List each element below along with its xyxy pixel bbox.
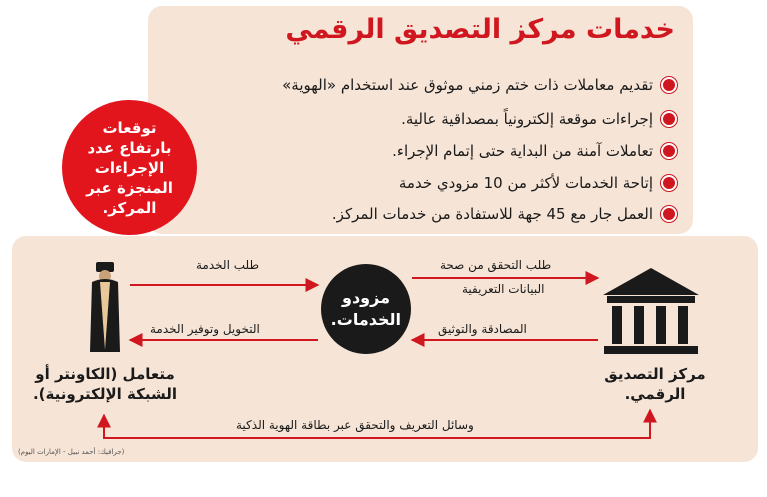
- bullet-text: إجراءات موقعة إلكترونياً بمصداقية عالية.: [401, 110, 653, 128]
- bullet-text: تقديم معاملات ذات ختم زمني موثوق عند استخدام «الهوية»: [282, 76, 653, 94]
- center-building-label: مركز التصديق الرقمي.: [604, 365, 706, 403]
- customer-figure-icon: [90, 262, 120, 352]
- bullet-text: تعاملات آمنة من البداية حتى إتمام الإجراء.: [392, 142, 653, 160]
- customer-label: متعامل (الكاونتر أو الشبكة الإلكترونية).: [32, 365, 178, 403]
- bullet-text: العمل جار مع 45 جهة للاستفادة من خدمات المركز.: [331, 205, 653, 223]
- verify-request-label-1: طلب التحقق من صحة: [440, 258, 552, 272]
- authentication-label: المصادقة والتوثيق: [438, 322, 527, 336]
- service-delivery-label: التخويل وتوفير الخدمة: [150, 322, 260, 336]
- credit-text: (جرافيك: أحمد نبيل - الإمارات اليوم): [18, 448, 125, 456]
- expectations-text: توقعات بارتفاع عدد الإجراءات المنجزة عبر المركز.: [86, 118, 173, 217]
- id-methods-label: وسائل التعريف والتحقق عبر بطاقة الهوية الذكية: [236, 418, 474, 432]
- service-request-label: طلب الخدمة: [196, 258, 260, 272]
- bank-building-icon: [603, 268, 699, 354]
- service-providers-label: مزودو الخدمات.: [330, 288, 401, 329]
- verify-request-label-2: البيانات التعريفية: [462, 282, 545, 296]
- bullet-text: إتاحة الخدمات لأكثر من 10 مزودي خدمة: [398, 174, 653, 192]
- page-title: خدمات مركز التصديق الرقمي: [285, 14, 675, 45]
- service-providers-node: [321, 264, 411, 354]
